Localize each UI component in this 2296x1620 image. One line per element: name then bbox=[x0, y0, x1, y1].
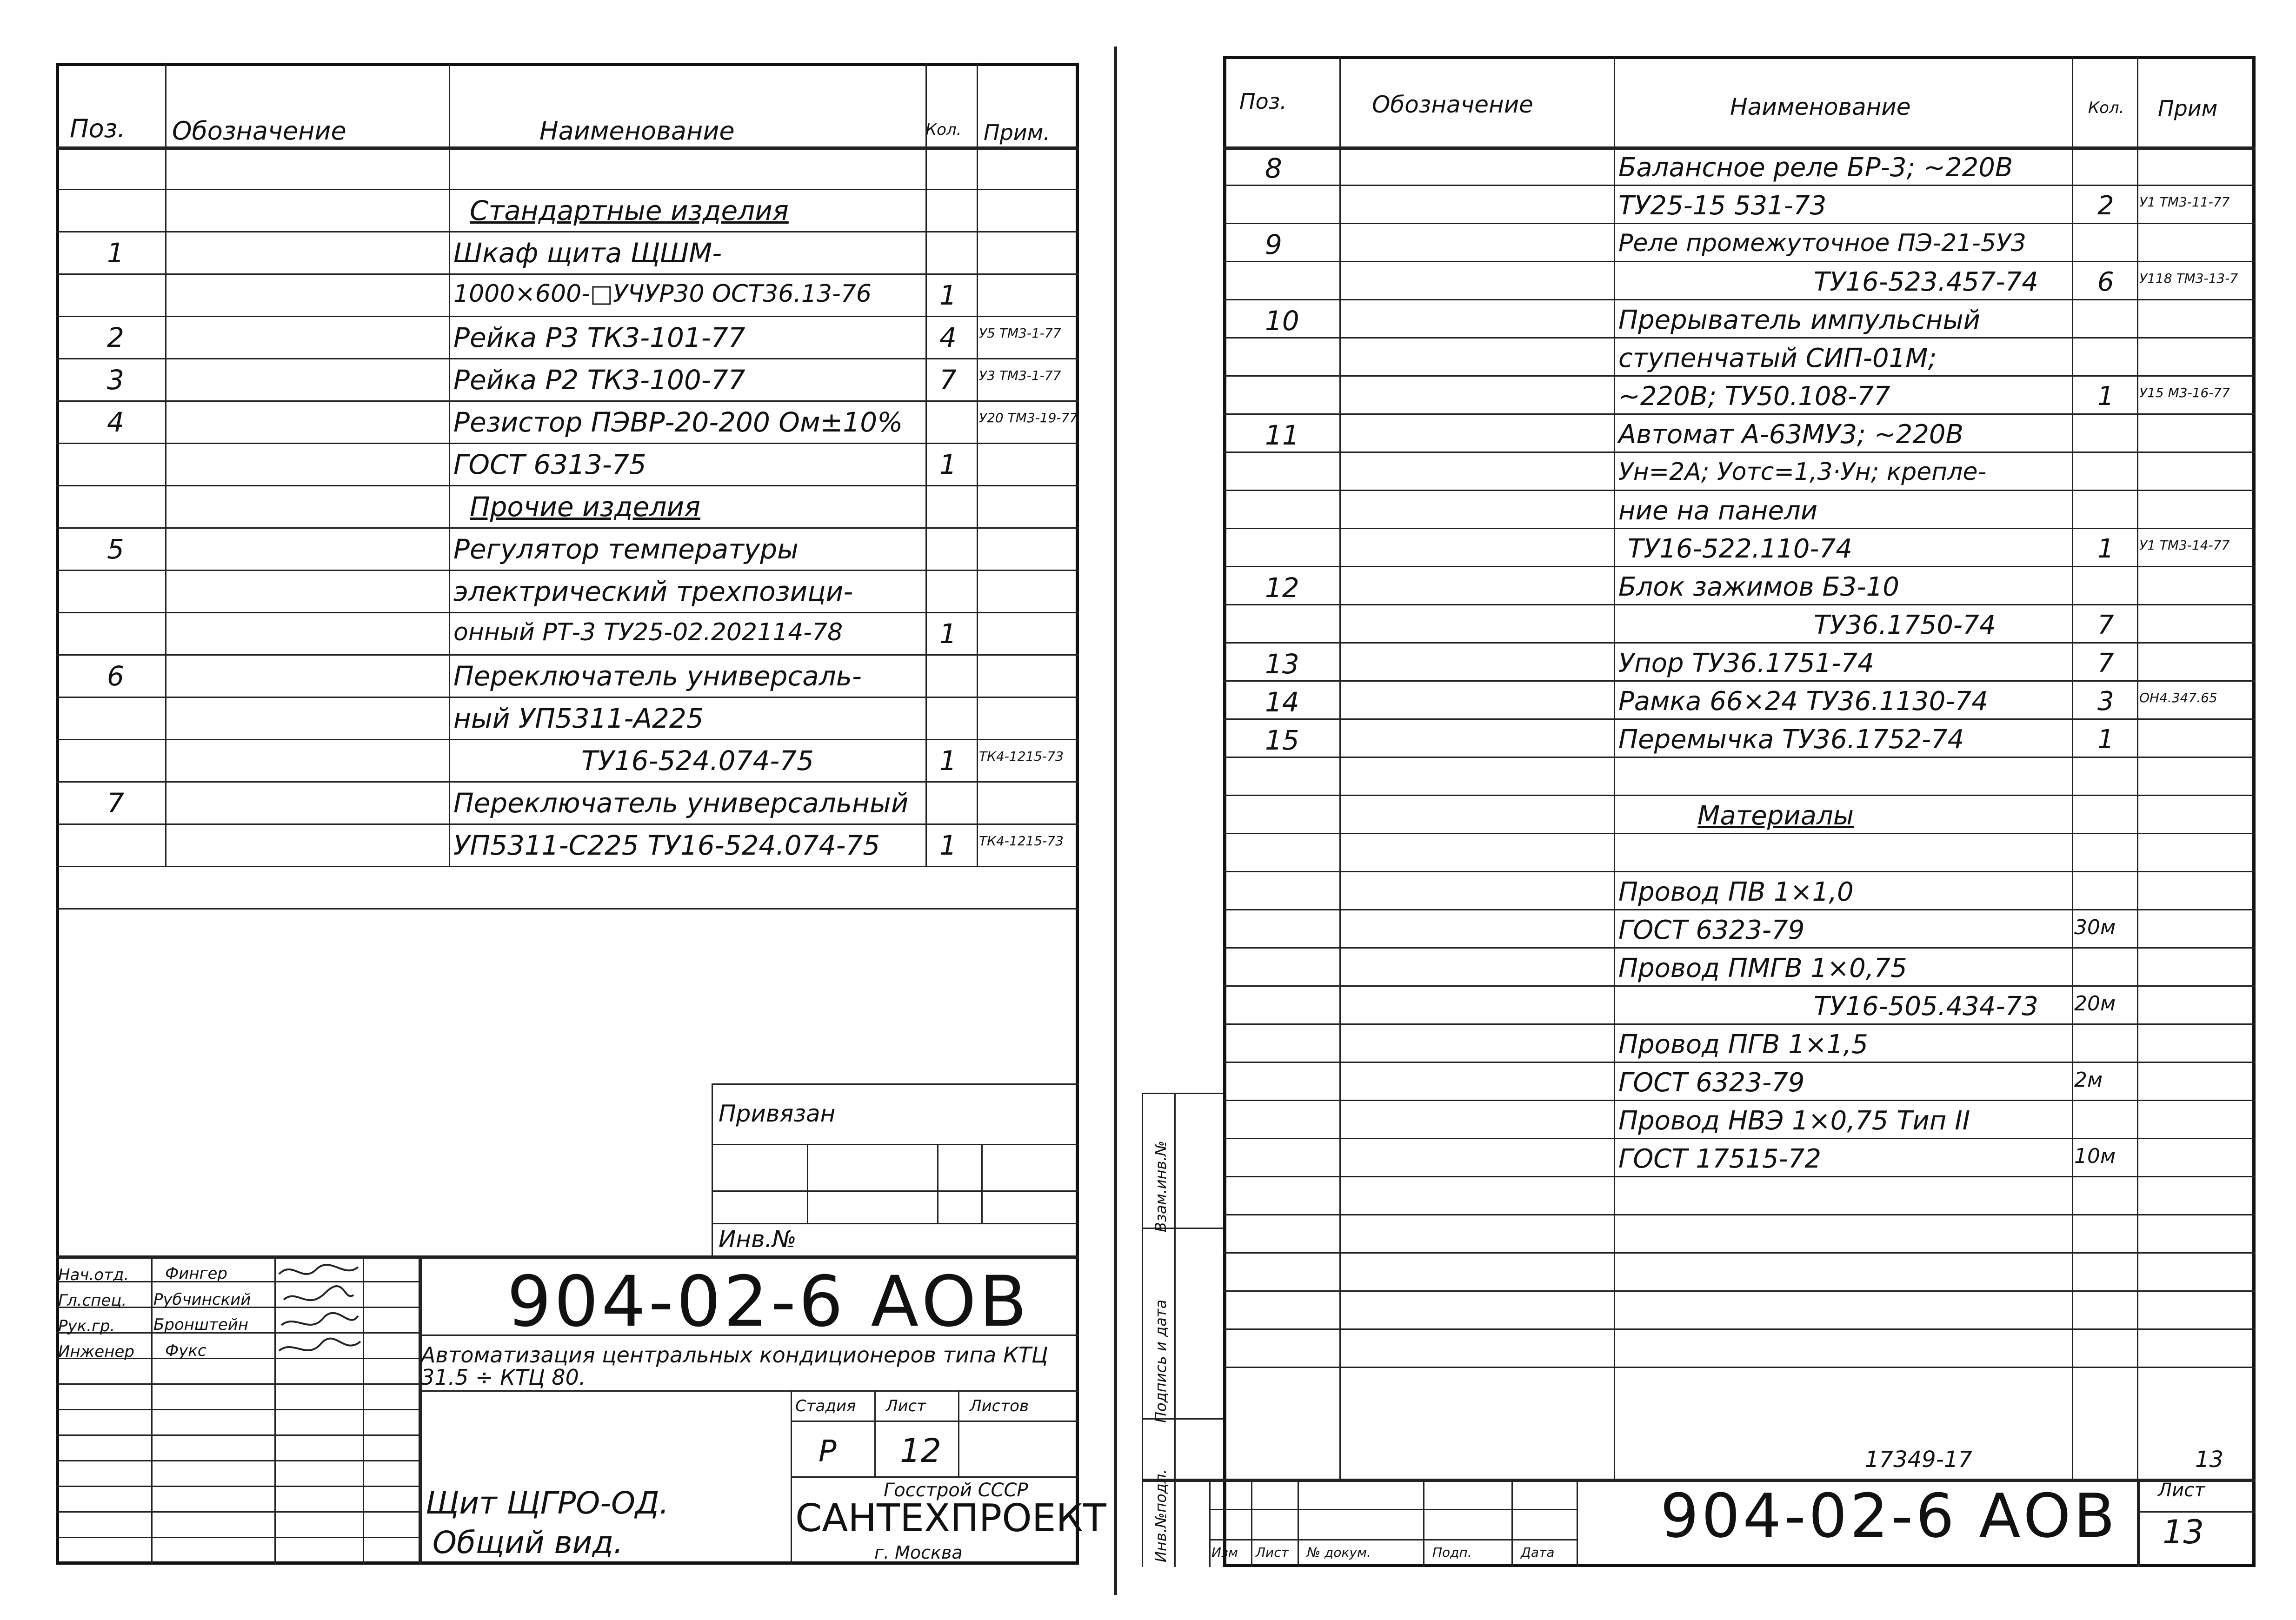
signer-role: Гл.спец. bbox=[58, 1291, 127, 1310]
row-note: У118 ТМ3-13-7 bbox=[2139, 271, 2238, 286]
row-qty: 10м bbox=[2074, 1144, 2116, 1168]
left-header-prim: Прим. bbox=[984, 120, 1051, 145]
row-line bbox=[1223, 718, 2256, 720]
row-name: Переключатель универсальный bbox=[453, 787, 909, 819]
row-line bbox=[1223, 795, 2256, 796]
row-qty: 30м bbox=[2074, 916, 2116, 939]
row-line bbox=[1223, 642, 2256, 644]
footer-col-dokum: № докум. bbox=[1307, 1545, 1371, 1560]
row-line bbox=[56, 189, 1079, 190]
row-name: ТУ16-523.457-74 bbox=[1814, 267, 2038, 297]
row-name: Провод ПМГВ 1×0,75 bbox=[1618, 953, 1907, 983]
row-pos: 7 bbox=[107, 787, 124, 819]
row-line bbox=[1223, 528, 2256, 529]
row-line bbox=[1223, 871, 2256, 872]
row-line bbox=[1223, 1062, 2256, 1063]
sheet-name-1: Щит ЩГРО-ОД. bbox=[426, 1485, 669, 1521]
col-line bbox=[1614, 56, 1615, 1479]
signature bbox=[281, 1313, 358, 1325]
footer-line bbox=[1423, 1479, 1424, 1567]
row-line bbox=[1223, 337, 2256, 339]
tb-line bbox=[791, 1421, 1079, 1422]
right-header-kol: Кол. bbox=[2088, 99, 2124, 117]
center-divider bbox=[1114, 46, 1117, 1595]
row-qty: 7 bbox=[939, 364, 957, 396]
row-name: Реле промежуточное ПЭ-21-5У3 bbox=[1618, 229, 2026, 257]
listov-label: Листов bbox=[970, 1397, 1029, 1415]
row-qty: 1 bbox=[939, 449, 957, 480]
row-line bbox=[56, 485, 1079, 486]
row-line bbox=[1223, 1252, 2256, 1254]
row-name: Провод ПВ 1×1,0 bbox=[1618, 877, 1854, 907]
row-line bbox=[56, 400, 1079, 402]
org-line-1: Госстрой СССР bbox=[884, 1480, 1028, 1501]
col-line bbox=[2137, 56, 2138, 1479]
row-line bbox=[1223, 413, 2256, 415]
row-line bbox=[56, 358, 1079, 359]
row-qty: 2м bbox=[2074, 1068, 2103, 1092]
row-name: Перемычка ТУ36.1752-74 bbox=[1618, 724, 1964, 755]
row-line bbox=[1223, 909, 2256, 910]
row-name: Рамка 66×24 ТУ36.1130-74 bbox=[1618, 686, 1988, 717]
row-qty: 1 bbox=[939, 745, 957, 777]
row-pos: 3 bbox=[107, 364, 124, 396]
tb-line bbox=[712, 1223, 1079, 1224]
side-line bbox=[1142, 1093, 1223, 1094]
right-header-prim: Прим bbox=[2158, 96, 2218, 121]
col-line bbox=[2072, 56, 2073, 1479]
row-line bbox=[56, 739, 1079, 740]
stadia-label: Стадия bbox=[795, 1397, 856, 1415]
side-line bbox=[1142, 1093, 1143, 1567]
footer-line bbox=[2137, 1479, 2140, 1567]
signature bbox=[279, 1339, 360, 1351]
row-qty: 2 bbox=[2097, 191, 2114, 221]
row-name: ние на панели bbox=[1618, 496, 1818, 526]
row-line bbox=[1223, 1100, 2256, 1101]
row-name: ГОСТ 6323-79 bbox=[1618, 1068, 1805, 1098]
row-name: ступенчатый СИП-01М; bbox=[1618, 343, 1937, 373]
tb-line bbox=[712, 1190, 1079, 1192]
row-qty: 1 bbox=[939, 279, 957, 311]
list-value: 12 bbox=[900, 1432, 942, 1470]
signer-name: Бронштейн bbox=[153, 1315, 249, 1334]
footer-col-podp: Подп. bbox=[1432, 1545, 1472, 1560]
row-line bbox=[56, 866, 1079, 867]
row-name: ный УП5311-А225 bbox=[453, 703, 704, 734]
right-doc-code: 904-02-6 АОВ bbox=[1660, 1481, 2118, 1551]
row-pos: 4 bbox=[107, 406, 124, 438]
col-line bbox=[925, 63, 927, 866]
tb-line bbox=[807, 1144, 808, 1223]
row-line bbox=[1223, 490, 2256, 491]
tb-line bbox=[56, 1511, 419, 1513]
tb-line bbox=[981, 1144, 983, 1223]
stadia-value: Р bbox=[819, 1434, 837, 1469]
row-name: ~220В; ТУ50.108-77 bbox=[1618, 381, 1890, 412]
row-name: Стандартные изделия bbox=[470, 195, 789, 226]
side-line bbox=[1174, 1093, 1176, 1567]
signature bbox=[279, 1265, 358, 1274]
row-line bbox=[1223, 566, 2256, 567]
row-qty: 1 bbox=[939, 830, 957, 861]
row-name: ТУ36.1750-74 bbox=[1814, 610, 1996, 640]
footer-line bbox=[1209, 1539, 1577, 1540]
row-qty: 1 bbox=[2097, 724, 2114, 755]
signer-role: Нач.отд. bbox=[58, 1266, 129, 1284]
tb-line bbox=[56, 1434, 419, 1436]
row-qty: 7 bbox=[2097, 648, 2114, 678]
signature-scribbles bbox=[274, 1260, 367, 1372]
row-name: Регулятор температуры bbox=[453, 533, 799, 565]
signer-role: Инженер bbox=[58, 1342, 134, 1361]
left-doc-code: 904-02-6 АОВ bbox=[507, 1261, 1030, 1342]
row-pos: 6 bbox=[107, 660, 124, 692]
side-label-inv-podl: Инв.№подл. bbox=[1152, 1469, 1170, 1562]
row-note: У1 ТМ3-11-77 bbox=[2139, 194, 2230, 210]
row-line bbox=[56, 231, 1079, 232]
tb-line bbox=[419, 1255, 422, 1565]
right-list-label: Лист bbox=[2158, 1480, 2205, 1501]
row-line bbox=[1223, 1328, 2256, 1330]
row-line bbox=[1223, 223, 2256, 224]
row-note: ТК4-1215-73 bbox=[979, 749, 1064, 764]
row-line bbox=[56, 527, 1079, 529]
row-name: Переключатель универсаль- bbox=[453, 660, 862, 692]
right-list-value: 13 bbox=[2163, 1513, 2204, 1551]
row-name: УП5311-С225 ТУ16-524.074-75 bbox=[453, 830, 880, 861]
row-qty: 6 bbox=[2097, 267, 2114, 297]
row-name: Провод ПГВ 1×1,5 bbox=[1618, 1029, 1868, 1060]
row-line bbox=[1223, 1290, 2256, 1292]
row-line bbox=[1223, 604, 2256, 605]
inv-no-label: Инв.№ bbox=[719, 1226, 797, 1253]
row-qty: 1 bbox=[2097, 381, 2114, 412]
tb-line bbox=[56, 1255, 1079, 1259]
tb-line bbox=[56, 1486, 419, 1487]
footer-line bbox=[1209, 1509, 1577, 1510]
signer-name: Рубчинский bbox=[153, 1290, 251, 1309]
row-pos: 15 bbox=[1265, 724, 1299, 756]
row-name: ГОСТ 6313-75 bbox=[453, 449, 646, 480]
row-line bbox=[56, 781, 1079, 783]
row-line bbox=[1223, 451, 2256, 453]
row-pos: 2 bbox=[107, 322, 124, 353]
row-line bbox=[56, 697, 1079, 698]
signer-name: Фингер bbox=[165, 1264, 227, 1283]
tb-line bbox=[712, 1083, 1079, 1085]
row-name: Провод НВЭ 1×0,75 Тип II bbox=[1618, 1106, 1970, 1136]
row-line bbox=[56, 570, 1079, 571]
row-name: 1000×600-□УЧУР30 ОСТ36.13-76 bbox=[453, 280, 872, 308]
privyazan-label: Привязан bbox=[719, 1100, 836, 1127]
row-pos: 13 bbox=[1265, 648, 1299, 680]
tb-line bbox=[937, 1144, 938, 1223]
footer-line bbox=[1209, 1479, 1211, 1567]
footer-line bbox=[2137, 1511, 2256, 1513]
signer-role: Рук.гр. bbox=[58, 1317, 115, 1335]
row-name: Материалы bbox=[1697, 801, 1854, 831]
row-line bbox=[1223, 757, 2256, 758]
row-line bbox=[1223, 833, 2256, 834]
row-name: Автомат А-63МУ3; ~220В bbox=[1618, 419, 1963, 450]
row-line bbox=[1223, 1214, 2256, 1215]
left-header-pos: Поз. bbox=[70, 114, 126, 143]
row-qty: 3 bbox=[2097, 686, 2114, 717]
row-qty: 7 bbox=[2097, 610, 2114, 640]
row-name: ТУ16-522.110-74 bbox=[1628, 534, 1852, 564]
sheet-name-2: Общий вид. bbox=[433, 1525, 623, 1560]
ref-number: 17349-17 bbox=[1865, 1447, 1973, 1473]
row-qty: 1 bbox=[939, 618, 957, 650]
row-qty: 4 bbox=[939, 322, 957, 353]
org-line-3: г. Москва bbox=[874, 1542, 963, 1563]
row-pos: 10 bbox=[1265, 305, 1299, 337]
right-header-pos: Поз. bbox=[1239, 89, 1287, 114]
tb-line bbox=[56, 1409, 419, 1410]
footer-col-list: Лист bbox=[1256, 1545, 1289, 1560]
row-line bbox=[1223, 680, 2256, 682]
footer-line bbox=[1511, 1479, 1513, 1567]
tb-line bbox=[712, 1144, 1079, 1145]
row-name: Балансное реле БР-3; ~220В bbox=[1618, 153, 2013, 183]
side-label-podpis: Подпись и дата bbox=[1152, 1299, 1170, 1423]
row-pos: 12 bbox=[1265, 572, 1299, 604]
row-line bbox=[56, 823, 1079, 825]
row-name: электрический трехпозици- bbox=[453, 576, 853, 607]
tb-line bbox=[791, 1476, 1079, 1478]
row-name: ГОСТ 17515-72 bbox=[1618, 1144, 1821, 1174]
row-line bbox=[1223, 1176, 2256, 1177]
row-line bbox=[56, 654, 1079, 656]
row-pos: 9 bbox=[1265, 229, 1282, 260]
row-pos: 14 bbox=[1265, 686, 1299, 718]
footer-col-izm: Изм bbox=[1211, 1545, 1238, 1560]
row-name: ТУ16-524.074-75 bbox=[581, 745, 814, 777]
row-note: У15 М3-16-77 bbox=[2139, 385, 2230, 400]
footer-col-data: Дата bbox=[1521, 1545, 1555, 1560]
row-name: Рейка Р2 ТК3-100-77 bbox=[453, 364, 745, 396]
left-header-naim: Наименование bbox=[539, 116, 735, 146]
row-pos: 8 bbox=[1265, 153, 1282, 184]
tb-line bbox=[419, 1390, 1079, 1392]
row-name: Ун=2А; Уотс=1,3·Ун; крепле- bbox=[1618, 458, 1987, 486]
row-note: У20 ТМ3-19-77 bbox=[979, 410, 1078, 425]
left-header-kol: Кол. bbox=[925, 120, 962, 139]
right-header-naim: Наименование bbox=[1730, 93, 1911, 120]
row-line bbox=[1223, 299, 2256, 300]
col-line bbox=[1339, 56, 1341, 1479]
tb-line bbox=[712, 1083, 713, 1255]
row-qty: 20м bbox=[2074, 992, 2116, 1016]
row-name: ТУ16-505.434-73 bbox=[1814, 991, 2038, 1022]
tb-line bbox=[56, 1460, 419, 1461]
row-name: Рейка Р3 ТК3-101-77 bbox=[453, 322, 745, 353]
tb-line bbox=[56, 1537, 419, 1538]
row-name: Резистор ПЭВР-20-200 Ом±10% bbox=[453, 406, 903, 438]
tb-line bbox=[56, 1383, 419, 1385]
footer-line bbox=[1251, 1479, 1252, 1567]
row-line bbox=[1223, 1367, 2256, 1368]
row-line bbox=[1223, 146, 2256, 150]
row-line bbox=[56, 443, 1079, 444]
col-line bbox=[449, 63, 450, 866]
row-line bbox=[56, 908, 1079, 910]
row-name: Шкаф щита ЩШМ- bbox=[453, 237, 722, 269]
row-line bbox=[56, 316, 1079, 317]
signature bbox=[284, 1286, 353, 1300]
row-name: ТУ25-15 531-73 bbox=[1618, 191, 1827, 221]
tb-line bbox=[874, 1390, 876, 1476]
row-note: У1 ТМ3-14-77 bbox=[2139, 538, 2230, 553]
row-line bbox=[1223, 1023, 2256, 1025]
row-name: Блок зажимов Б3-10 bbox=[1618, 572, 1899, 602]
row-name: Прерыватель импульсный bbox=[1618, 305, 1981, 335]
col-line bbox=[165, 63, 166, 866]
row-pos: 5 bbox=[107, 533, 124, 565]
row-line bbox=[1223, 185, 2256, 186]
project-title: Автоматизация центральных кондиционеров типа КТЦ 31.5 ÷ КТЦ 80. bbox=[421, 1342, 1048, 1390]
row-line bbox=[1223, 947, 2256, 949]
row-qty: 1 bbox=[2097, 534, 2114, 564]
row-note: У3 ТМ3-1-77 bbox=[979, 368, 1061, 383]
row-line bbox=[1223, 375, 2256, 377]
list-label: Лист bbox=[886, 1397, 926, 1415]
row-pos: 11 bbox=[1265, 419, 1299, 451]
right-header-oboz: Обозначение bbox=[1372, 91, 1533, 118]
row-name: ГОСТ 6323-79 bbox=[1618, 915, 1805, 945]
row-line bbox=[1223, 985, 2256, 987]
row-line bbox=[1223, 1138, 2256, 1139]
row-note: ОН4.347.65 bbox=[2139, 690, 2217, 705]
row-name: онный РТ-3 ТУ25-02.202114-78 bbox=[453, 618, 843, 646]
footer-line bbox=[1298, 1479, 1299, 1567]
org-line-2: САНТЕХПРОЕКТ bbox=[795, 1496, 1106, 1540]
row-name: Прочие изделия bbox=[470, 491, 700, 523]
row-line bbox=[56, 273, 1079, 275]
row-note: ТК4-1215-73 bbox=[979, 833, 1064, 849]
footer-line bbox=[1577, 1479, 1578, 1567]
row-name: Упор ТУ36.1751-74 bbox=[1618, 648, 1874, 678]
row-pos: 1 bbox=[107, 237, 124, 269]
row-line bbox=[56, 612, 1079, 613]
page-top: 13 bbox=[2195, 1447, 2224, 1473]
left-header-oboz: Обозначение bbox=[172, 116, 346, 146]
tb-line bbox=[151, 1255, 153, 1565]
row-line bbox=[1223, 261, 2256, 262]
col-line bbox=[977, 63, 978, 866]
signer-name: Фукс bbox=[165, 1341, 206, 1360]
side-label-vzam: Взам.инв.№ bbox=[1152, 1141, 1170, 1232]
row-note: У5 ТМ3-1-77 bbox=[979, 325, 1061, 341]
tb-line bbox=[958, 1390, 959, 1476]
row-line bbox=[56, 146, 1079, 150]
